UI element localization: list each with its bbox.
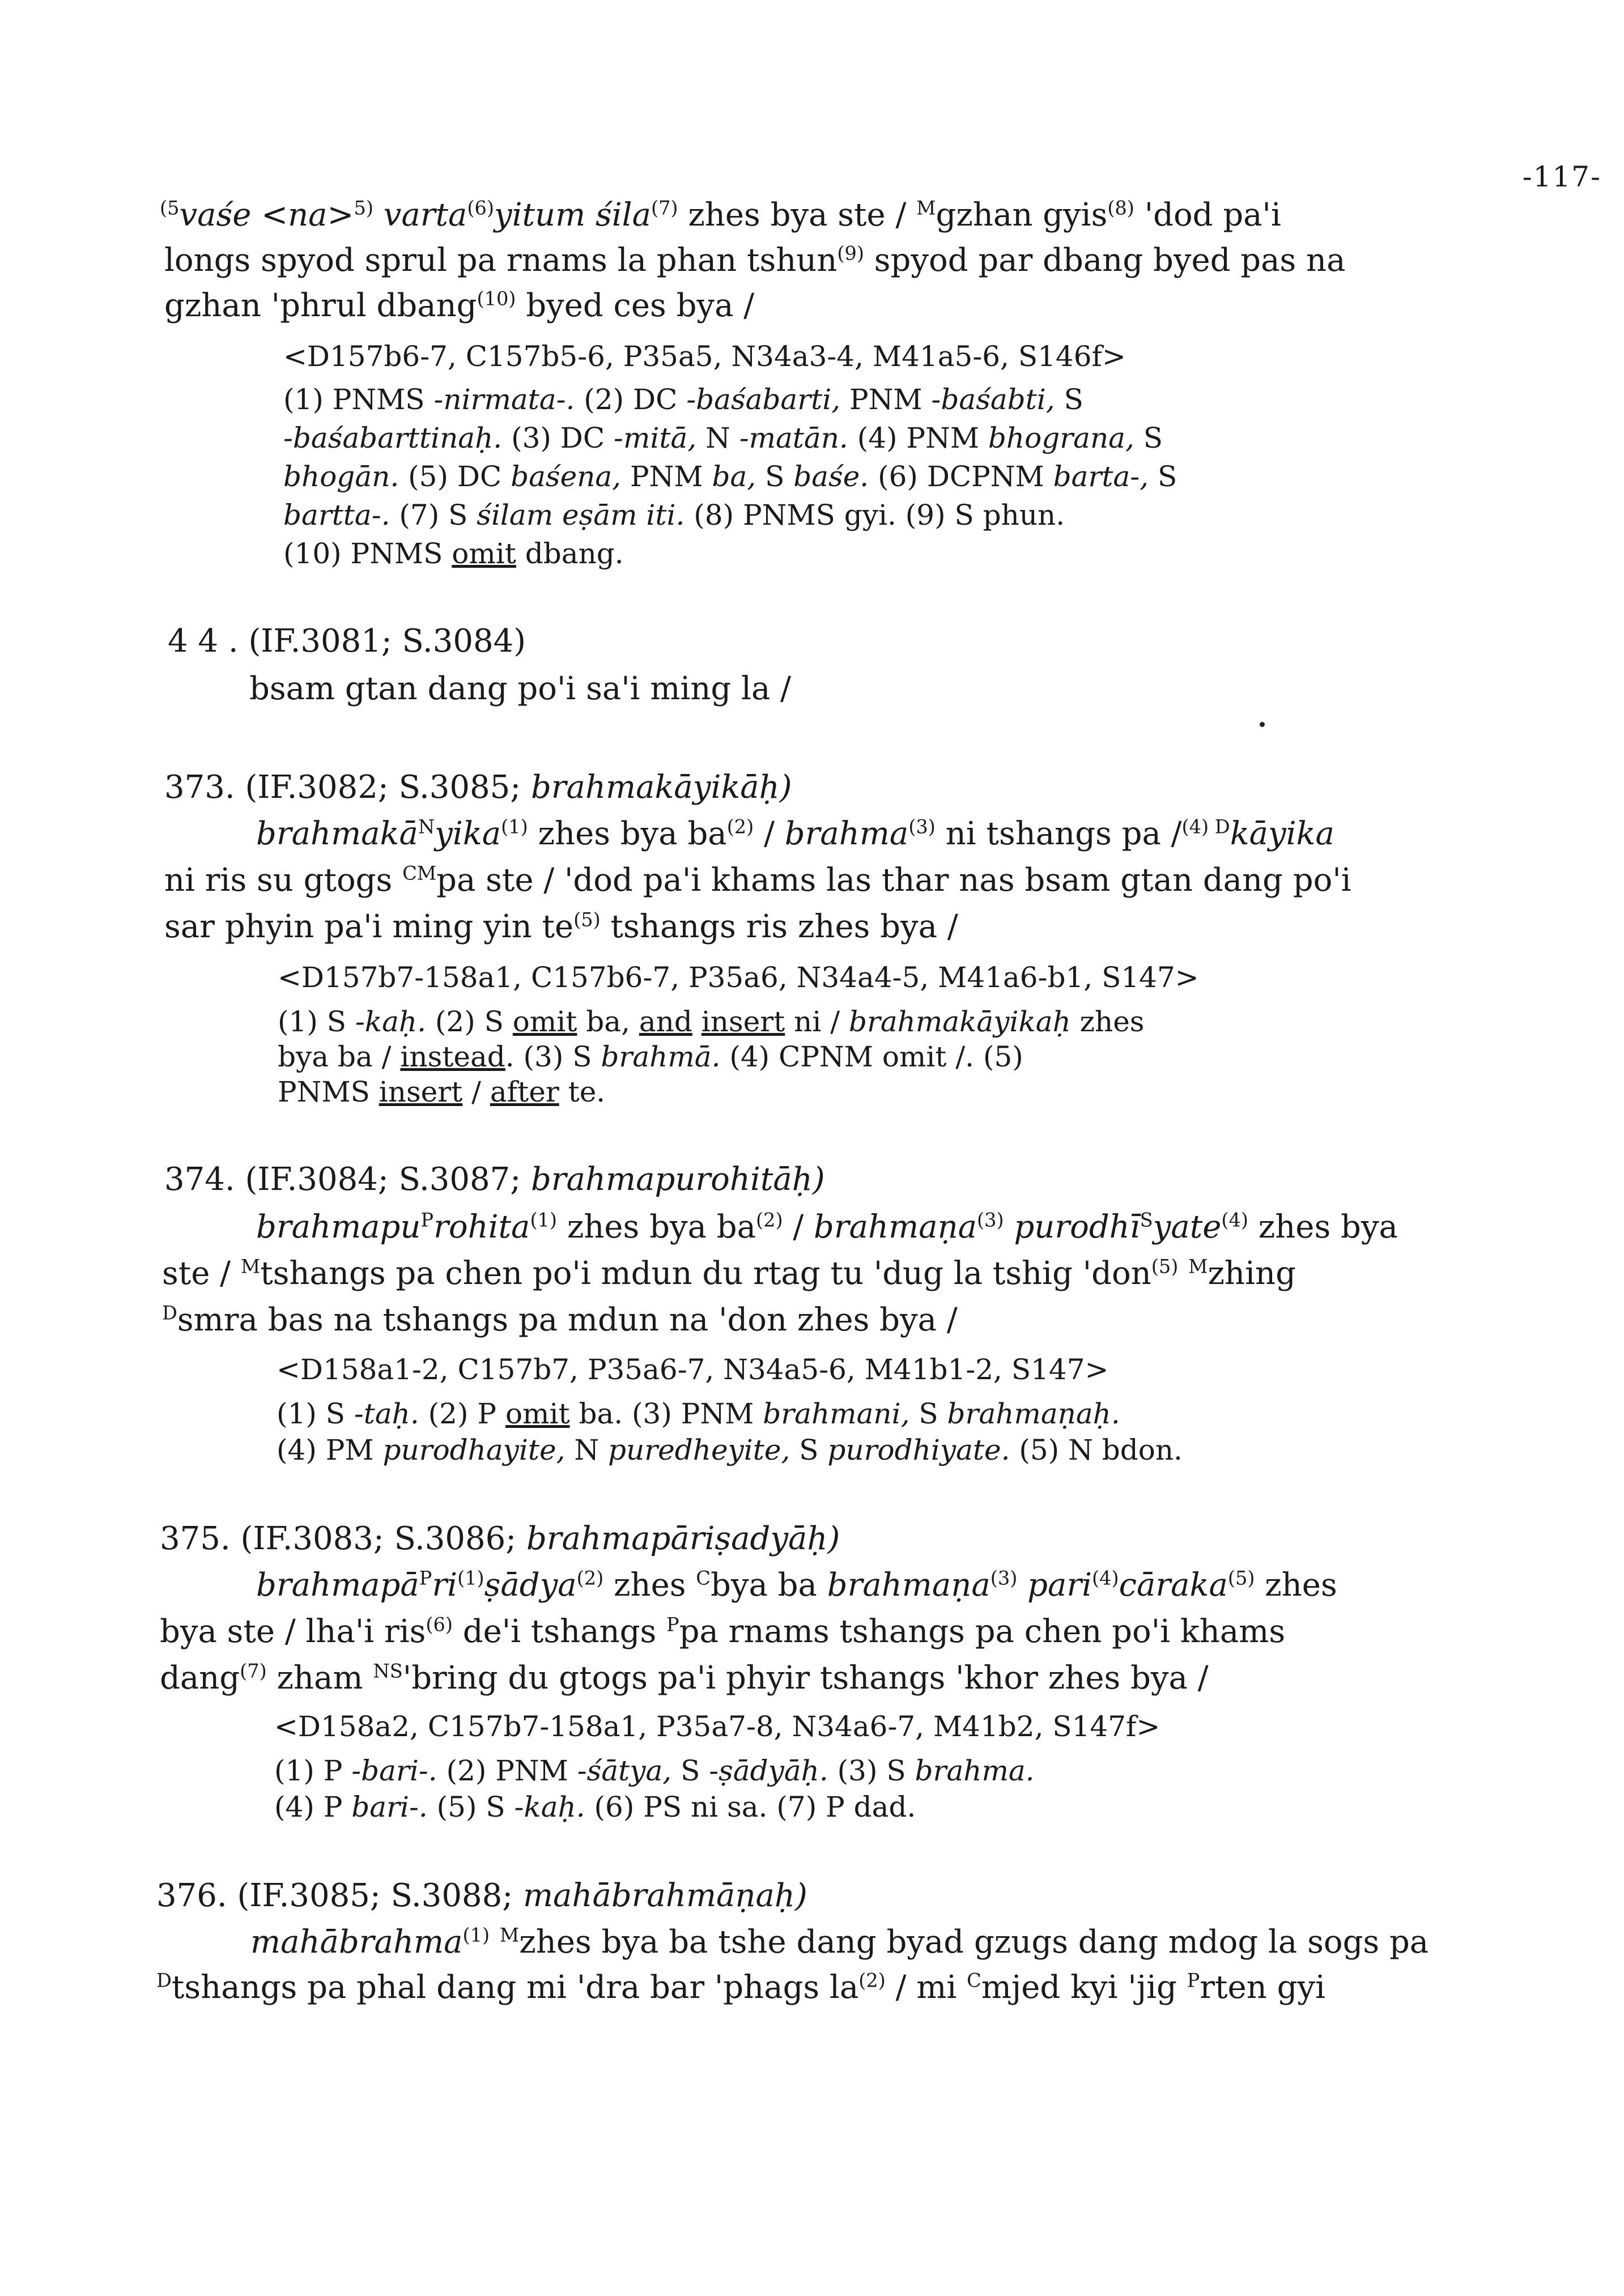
entry-prev-note-1: (1) PNMS -nirmata-. (2) DC -baśabarti, PNM -baśabti, S <box>283 383 1083 416</box>
entry-374-note-1: (1) S -taḥ. (2) P omit ba. (3) PNM brahmani, S brahmaṇaḥ. <box>277 1397 1120 1430</box>
entry-373-line-1: brahmakā$^N$yika$^{(1)}$ zhes bya $ba^{(2)}$ / brahma$^{(3)}$ ni tshangs pa /$^{(4)}$ $^D$kāyika <box>256 815 1334 852</box>
entry-373-note-2: bya ba / instead. (3) S brahmā. (4) CPNM omit /. (5) <box>278 1040 1023 1073</box>
entry-373-heading: 373. (IF.3082; S.3085; brahmakāyikāḥ) <box>164 769 792 806</box>
entry-44-text: bsam gtan dang po'i sa'i ming la / <box>249 670 792 707</box>
entry-prev-note-5: (10) PNMS omit dbang. <box>283 537 624 570</box>
entry-prev-line-1: $^{(5}$vaśe <na>$^{5)}$ varta$^{(6)}$yitum śila$^{(7)}$ zhes bya ste / $^M$gzhan gyis$^{(8)}$ 'dod pa'i <box>160 197 1281 233</box>
entry-374-note-2: (4) PM purodhayite, N puredheyite, S purodhiyate. (5) N bdon. <box>277 1434 1183 1466</box>
entry-374-line-2: ste / $^M$tshangs pa chen po'i mdun du rtag tu 'dug la tshig 'don$^{(5)}$ $^M$zhing <box>162 1255 1296 1292</box>
entry-375-line-3: dang$^{(7)}$ zham $^{NS}$'bring du gtogs pa'i phyir tshangs 'khor zhes bya / <box>160 1660 1209 1697</box>
entry-374-line-3: $^D$smra bas na tshangs pa mdun na 'don zhes bya / <box>162 1302 958 1338</box>
entry-prev-line-2: longs spyod sprul pa rnams la phan tshun$^{(9)}$ spyod par dbang byed pas na <box>164 242 1346 279</box>
entry-374-sigla: <D158a1-2, C157b7, P35a6-7, N34a5-6, M41b1-2, S147> <box>277 1353 1109 1386</box>
entry-376-line-1: mahābrahma$^{(1)}$ $^M$zhes bya ba tshe dang byad gzugs dang mdog la sogs pa <box>250 1924 1429 1961</box>
entry-375-sigla: <D158a2, C157b7-158a1, P35a7-8, N34a6-7, M41b2, S147f> <box>274 1710 1160 1743</box>
entry-prev-note-2: -baśabarttinaḥ. (3) DC -mitā, N -matān. (4) PNM bhograna, S <box>283 422 1163 454</box>
entry-375-heading: 375. (IF.3083; S.3086; brahmapāriṣadyāḥ) <box>160 1520 840 1557</box>
entry-prev-sigla: <D157b6-7, C157b5-6, P35a5, N34a3-4, M41a5-6, S146f> <box>283 340 1126 373</box>
entry-374-line-1: brahmapu$^P$rohita$^{(1)}$ zhes bya $ba^{(2)}$ / brahmaṇa$^{(3)}$ purodhī$^S$yate$^{(4)}$ zhes bya <box>256 1209 1398 1245</box>
entry-374-heading: 374. (IF.3084; S.3087; brahmapurohitāḥ) <box>164 1161 825 1198</box>
entry-376-line-2: $^D$tshangs pa phal dang mi 'dra bar 'phags $la^{(2)}$ / mi $^C$mjed kyi 'jig $^P$rten gyi <box>156 1969 1325 2006</box>
entry-375-note-1: (1) P -bari-. (2) PNM -śātya, S -ṣādyāḥ. (3) S brahma. <box>274 1754 1035 1787</box>
entry-373-sigla: <D157b7-158a1, C157b6-7, P35a6, N34a4-5, M41a6-b1, S147> <box>278 961 1199 994</box>
page-number: -117- <box>1522 160 1601 193</box>
entry-376-heading: 376. (IF.3085; S.3088; mahābrahmāṇaḥ) <box>156 1877 807 1914</box>
entry-prev-note-3: bhogān. (5) DC baśena, PNM ba, S baśe. (6) DCPNM barta-, S <box>283 460 1177 493</box>
entry-375-line-2: bya ste / lha'i ris$^{(6)}$ de'i tshangs $^P$pa rnams tshangs pa chen po'i khams <box>160 1613 1286 1650</box>
entry-prev-line-3: gzhan 'phrul dbang$^{(10)}$ byed ces bya / <box>164 287 755 324</box>
entry-44-heading: 4 4 . (IF.3081; S.3084) <box>168 623 526 660</box>
entry-373-note-3: PNMS insert / after te. <box>278 1075 606 1108</box>
entry-373-line-2: ni ris su gtogs $^{CM}$pa ste / 'dod pa'i khams las thar nas bsam gtan dang po'i <box>164 862 1351 899</box>
entry-375-line-1: $brahmapā^Pri^{(1)}ṣādya^{(2)}$ zhes $^C$bya ba brahmaṇa$^{(3)}$ pari$^{(4)}$cāraka$^{(5)}$ zhes <box>256 1567 1337 1604</box>
entry-prev-note-4: bartta-. (7) S śilam eṣām iti. (8) PNMS gyi. (9) S phun. <box>283 499 1065 532</box>
speck-mark <box>1260 722 1265 727</box>
entry-375-note-2: (4) P bari-. (5) S -kaḥ. (6) PS ni sa. (7) P dad. <box>274 1791 916 1823</box>
entry-373-line-3: sar phyin pa'i ming yin $te^{(5)}$ tshangs ris zhes bya / <box>164 908 958 945</box>
entry-373-note-1: (1) S -kaḥ. (2) S omit ba, and insert ni / brahmakāyikaḥ zhes <box>278 1005 1145 1038</box>
